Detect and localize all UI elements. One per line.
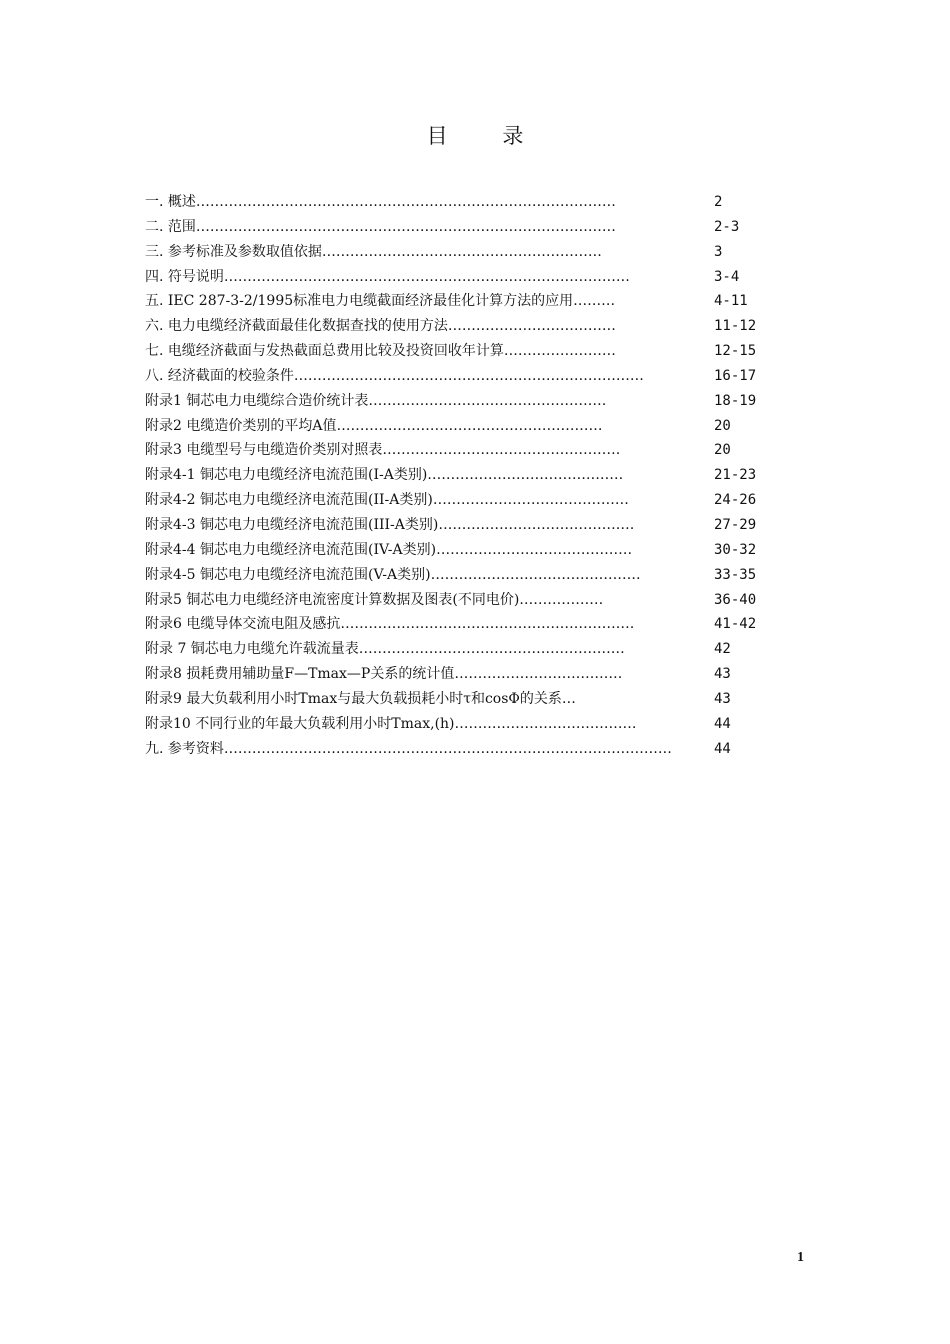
toc-entry-page: 36-40 [714, 591, 757, 608]
toc-entry-page: 2 [714, 194, 723, 210]
toc-entry-page: 43 [714, 666, 731, 683]
toc-entry[interactable] [145, 687, 785, 712]
toc-entry[interactable] [145, 488, 785, 513]
toc-entry-page: 11-12 [714, 318, 757, 335]
toc-entry[interactable] [145, 513, 785, 538]
page-title: 目 录 [426, 124, 548, 148]
toc-entry-label: 四. 符号说明…………………………………………………………………………… [145, 268, 630, 285]
toc-entry-page: 20 [714, 442, 731, 459]
toc-entry-page: 27-29 [714, 516, 757, 533]
toc-entry[interactable] [145, 662, 785, 687]
toc-entry[interactable] [145, 612, 785, 637]
toc-entry-label: 附录8 损耗费用辅助量F—Tmax—P关系的统计值……………………………… [145, 666, 623, 683]
toc-entry[interactable] [145, 414, 785, 439]
toc-entry-page: 12-15 [714, 343, 757, 360]
toc-entry[interactable] [145, 215, 785, 240]
toc-entry-page: 30-32 [714, 541, 757, 558]
toc-entry-label: 一. 概述……………………………………………………………………………… [145, 194, 616, 210]
toc-entry-label: 附录4-2 铜芯电力电缆经济电流范围(II-A类别)…………………………………… [145, 492, 629, 509]
toc-entry[interactable] [145, 538, 785, 563]
toc-entry-page: 18-19 [714, 392, 757, 409]
toc-entry-page: 16-17 [714, 367, 757, 384]
toc-entry[interactable] [145, 190, 785, 215]
toc-entry[interactable] [145, 637, 785, 662]
toc-entry-label: 附录6 电缆导体交流电阻及感抗……………………………………………………… [145, 616, 635, 633]
toc-entry-page: 3 [714, 243, 723, 260]
toc-entry-label: 附录1 铜芯电力电缆综合造价统计表…………………………………………… [145, 392, 607, 409]
toc-entry-label: 附录3 电缆型号与电缆造价类别对照表…………………………………………… [145, 442, 621, 459]
toc-entry-label: 附录5 铜芯电力电缆经济电流密度计算数据及图表(不同电价)……………… [145, 591, 604, 608]
toc-entry-page: 43 [714, 690, 731, 707]
toc-entry-page: 44 [714, 740, 731, 757]
toc-entry[interactable] [145, 588, 785, 613]
toc-entry-label: 附录9 最大负载利用小时Tmax与最大负载损耗小时τ和cosΦ的关系… [145, 690, 576, 707]
toc-entry-page: 41-42 [714, 616, 757, 633]
toc-entry-page: 2-3 [714, 218, 740, 235]
table-of-contents [145, 190, 785, 761]
toc-entry-page: 4-11 [714, 293, 748, 310]
toc-entry-label: 二. 范围……………………………………………………………………………… [145, 218, 616, 235]
toc-entry-page: 44 [714, 715, 731, 732]
toc-entry-label: 三. 参考标准及参数取值依据…………………………………………………… [145, 243, 602, 260]
toc-entry-label: 六. 电力电缆经济截面最佳化数据查找的使用方法……………………………… [145, 318, 616, 335]
toc-entry-page: 42 [714, 641, 731, 658]
toc-entry-label: 九. 参考资料…………………………………………………………………………………… [145, 740, 672, 757]
toc-entry[interactable] [145, 240, 785, 265]
toc-entry[interactable] [145, 737, 785, 762]
toc-entry-label: 附录4-5 铜芯电力电缆经济电流范围(V-A类别)……………………………………… [145, 566, 641, 583]
toc-entry-label: 七. 电缆经济截面与发热截面总费用比较及投资回收年计算…………………… [145, 343, 616, 360]
toc-entry-label: 附录4-3 铜芯电力电缆经济电流范围(III-A类别)…………………………………… [145, 516, 635, 533]
toc-entry-label: 五. IEC 287-3-2/1995标准电力电缆截面经济最佳化计算方法的应用……… [145, 293, 616, 310]
toc-entry-label: 附录4-1 铜芯电力电缆经济电流范围(I-A类别)…………………………………… [145, 467, 624, 484]
toc-entry[interactable] [145, 364, 785, 389]
toc-entry[interactable] [145, 265, 785, 290]
toc-entry-page: 20 [714, 417, 731, 434]
toc-entry-page: 33-35 [714, 566, 757, 583]
toc-entry-page: 3-4 [714, 268, 740, 285]
toc-entry-label: 附录4-4 铜芯电力电缆经济电流范围(IV-A类别)…………………………………… [145, 541, 633, 558]
toc-entry-label: 附录10 不同行业的年最大负载利用小时Tmax,(h)………………………………… [145, 715, 637, 732]
toc-entry[interactable] [145, 314, 785, 339]
toc-entry-label: 附录2 电缆造价类别的平均A值………………………………………………… [145, 417, 603, 434]
toc-entry[interactable] [145, 289, 785, 314]
toc-entry[interactable] [145, 463, 785, 488]
toc-entry-label: 附录 7 铜芯电力电缆允许载流量表………………………………………………… [145, 641, 625, 658]
toc-entry[interactable] [145, 389, 785, 414]
toc-entry-label: 八. 经济截面的校验条件………………………………………………………………… [145, 367, 644, 384]
toc-entry-page: 21-23 [714, 467, 757, 484]
toc-entry-page: 24-26 [714, 492, 757, 509]
toc-entry[interactable] [145, 339, 785, 364]
toc-entry[interactable] [145, 563, 785, 588]
toc-entry[interactable] [145, 712, 785, 737]
toc-entry[interactable] [145, 438, 785, 463]
page-number: 1 [797, 1250, 804, 1265]
